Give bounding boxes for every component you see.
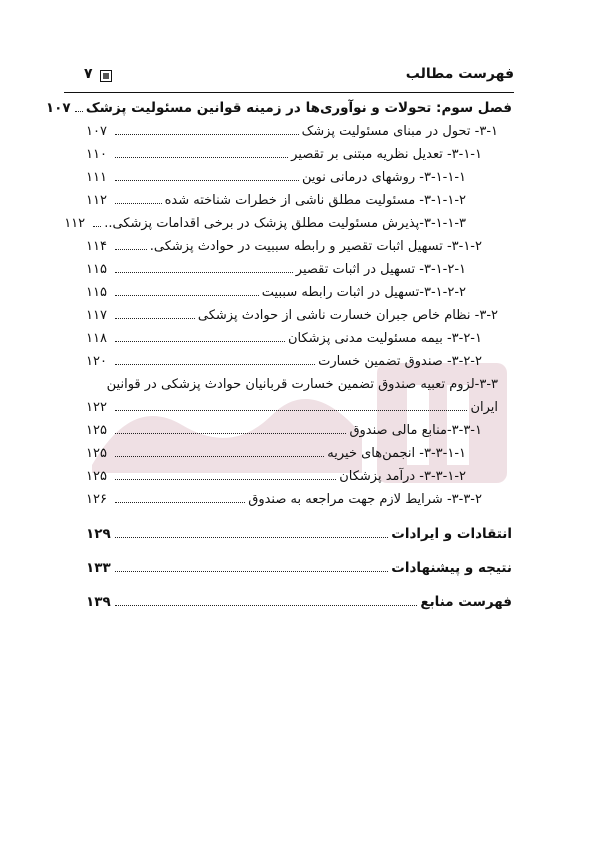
- toc-entry-page: ۱۳۹: [86, 594, 111, 610]
- dot-leader: [115, 456, 324, 457]
- toc-entry-label: ۳-۳-۱-منابع مالی صندوق: [349, 423, 482, 438]
- dot-leader: [115, 134, 299, 135]
- toc-entry-label: ۳-۱-۲-۱- تسهیل در اثبات تقصیر: [295, 262, 466, 277]
- toc-entry[interactable]: [86, 350, 512, 373]
- toc-entry-label: ۳-۳-۱-۱- انجمن‌های خیریه: [327, 446, 466, 461]
- toc-entry-page: ۱۳۳: [86, 560, 111, 576]
- toc-entry-page: ۱۱۸: [86, 331, 107, 346]
- toc-entry-label: ۳-۱-۲- تسهیل اثبات تقصیر و رابطه سببیت در حوادث پزشکی.: [149, 239, 482, 254]
- dot-leader: [115, 364, 315, 365]
- toc-entry-page: ۱۱۴: [86, 239, 107, 254]
- toc-entry-label: فهرست منابع: [420, 594, 512, 610]
- dot-leader: [115, 537, 388, 538]
- toc-entry[interactable]: [86, 258, 512, 281]
- toc-entry-label: ۳-۱-۱-۲- مسئولیت مطلق ناشی از خطرات شناخته شده: [164, 193, 466, 208]
- dot-leader: [115, 341, 285, 342]
- toc-entry[interactable]: [86, 120, 512, 143]
- toc-entry-label: ۳-۱- تحول در مبنای مسئولیت پزشک: [301, 124, 498, 139]
- toc-entry[interactable]: [86, 373, 512, 396]
- toc-entry[interactable]: [86, 143, 512, 166]
- toc-entry-page: ۱۲۵: [86, 446, 107, 461]
- dot-leader: [115, 571, 388, 572]
- toc-entry-label: ۳-۳-۲- شرایط لازم جهت مراجعه به صندوق: [248, 492, 482, 507]
- table-of-contents: [45, 97, 512, 619]
- dot-leader: [115, 295, 259, 296]
- toc-entry[interactable]: [86, 517, 512, 551]
- toc-entry-page: ۱۲۶: [86, 492, 107, 507]
- toc-entry[interactable]: [86, 442, 512, 465]
- toc-entry-label: ۳-۱-۱-۳-پذیرش مسئولیت مطلق پزشک در برخی اقدامات پزشکی..: [104, 216, 466, 231]
- toc-entry-label: ۳-۲-۱- بیمه مسئولیت مدنی پزشکان: [287, 331, 482, 346]
- toc-entry[interactable]: [86, 396, 512, 419]
- toc-entry-label: ۳-۱-۲-۲-تسهیل در اثبات رابطه سببیت: [261, 285, 466, 300]
- toc-entry-page: ۱۱۲: [64, 216, 86, 231]
- toc-entry-label: ۳-۱-۱- تعدیل نظریه مبتنی بر تقصیر: [291, 147, 482, 162]
- toc-entry-page: ۱۲۲: [86, 400, 107, 415]
- dot-leader: [75, 111, 83, 112]
- toc-entry-label: نتیجه و پیشنهادات: [391, 560, 512, 576]
- toc-entry[interactable]: [86, 327, 512, 350]
- toc-entry[interactable]: [86, 166, 512, 189]
- header-page-number: ۷: [84, 66, 93, 82]
- toc-entry[interactable]: [86, 281, 512, 304]
- header-divider: [64, 92, 514, 93]
- toc-entry-label: ایران: [470, 400, 498, 415]
- dot-leader: [115, 605, 417, 606]
- page-header: [64, 66, 514, 88]
- toc-entry-label: ۳-۳-۱-۲- درآمد پزشکان: [339, 469, 466, 484]
- toc-entry-label: ۳-۳-لزوم تعبیه صندوق تضمین خسارت قربانیان حوادث پزشکی در قوانین: [106, 377, 498, 392]
- dot-leader: [115, 249, 147, 250]
- toc-entry[interactable]: [45, 97, 512, 120]
- toc-entry[interactable]: [86, 585, 512, 619]
- dot-leader: [115, 318, 195, 319]
- toc-entry[interactable]: [86, 551, 512, 585]
- toc-entry-label: ۳-۱-۱-۱- روشهای درمانی نوین: [302, 170, 466, 185]
- toc-entry[interactable]: [86, 235, 512, 258]
- dot-leader: [115, 157, 288, 158]
- dot-leader: [115, 479, 336, 480]
- toc-entry[interactable]: [86, 465, 512, 488]
- toc-entry-page: ۱۱۱: [86, 170, 107, 185]
- dot-leader: [115, 180, 299, 181]
- dot-leader: [93, 226, 101, 227]
- dot-leader: [115, 410, 467, 411]
- toc-entry-page: ۱۲۵: [86, 423, 107, 438]
- toc-entry-page: ۱۲۵: [86, 469, 107, 484]
- dot-leader: [115, 502, 245, 503]
- dot-leader: [115, 272, 293, 273]
- toc-entry-page: ۱۲۰: [86, 354, 107, 369]
- toc-entry-page: ۱۱۵: [86, 262, 107, 277]
- toc-entry[interactable]: [86, 189, 512, 212]
- toc-entry[interactable]: [86, 419, 512, 442]
- dot-leader: [115, 433, 346, 434]
- toc-entry-label: انتقادات و ایرادات: [391, 526, 512, 542]
- toc-entry[interactable]: [86, 304, 512, 327]
- toc-entry-page: ۱۱۰: [86, 147, 107, 162]
- toc-entry-label: ۳-۲-۲- صندوق تضمین خسارت: [318, 354, 482, 369]
- toc-entry-page: ۱۱۷: [86, 308, 107, 323]
- toc-entry-label: ۳-۲- نظام خاص جبران خسارت ناشی از حوادث پزشکی: [197, 308, 498, 323]
- toc-entry-page: ۱۰۷: [86, 124, 107, 139]
- square-ornament-icon: [100, 70, 112, 82]
- toc-entry-page: ۱۰۷: [45, 100, 71, 116]
- toc-entry-page: ۱۱۲: [86, 193, 107, 208]
- toc-entry-page: ۱۱۵: [86, 285, 107, 300]
- toc-entry[interactable]: [64, 212, 512, 235]
- toc-entry[interactable]: [86, 488, 512, 511]
- toc-entry-label: فصل سوم: تحولات و نوآوری‌ها در زمینه قوانین مسئولیت پزشک: [85, 100, 512, 116]
- header-title: فهرست مطالب: [405, 66, 514, 82]
- toc-entry-page: ۱۲۹: [86, 526, 111, 542]
- dot-leader: [115, 203, 162, 204]
